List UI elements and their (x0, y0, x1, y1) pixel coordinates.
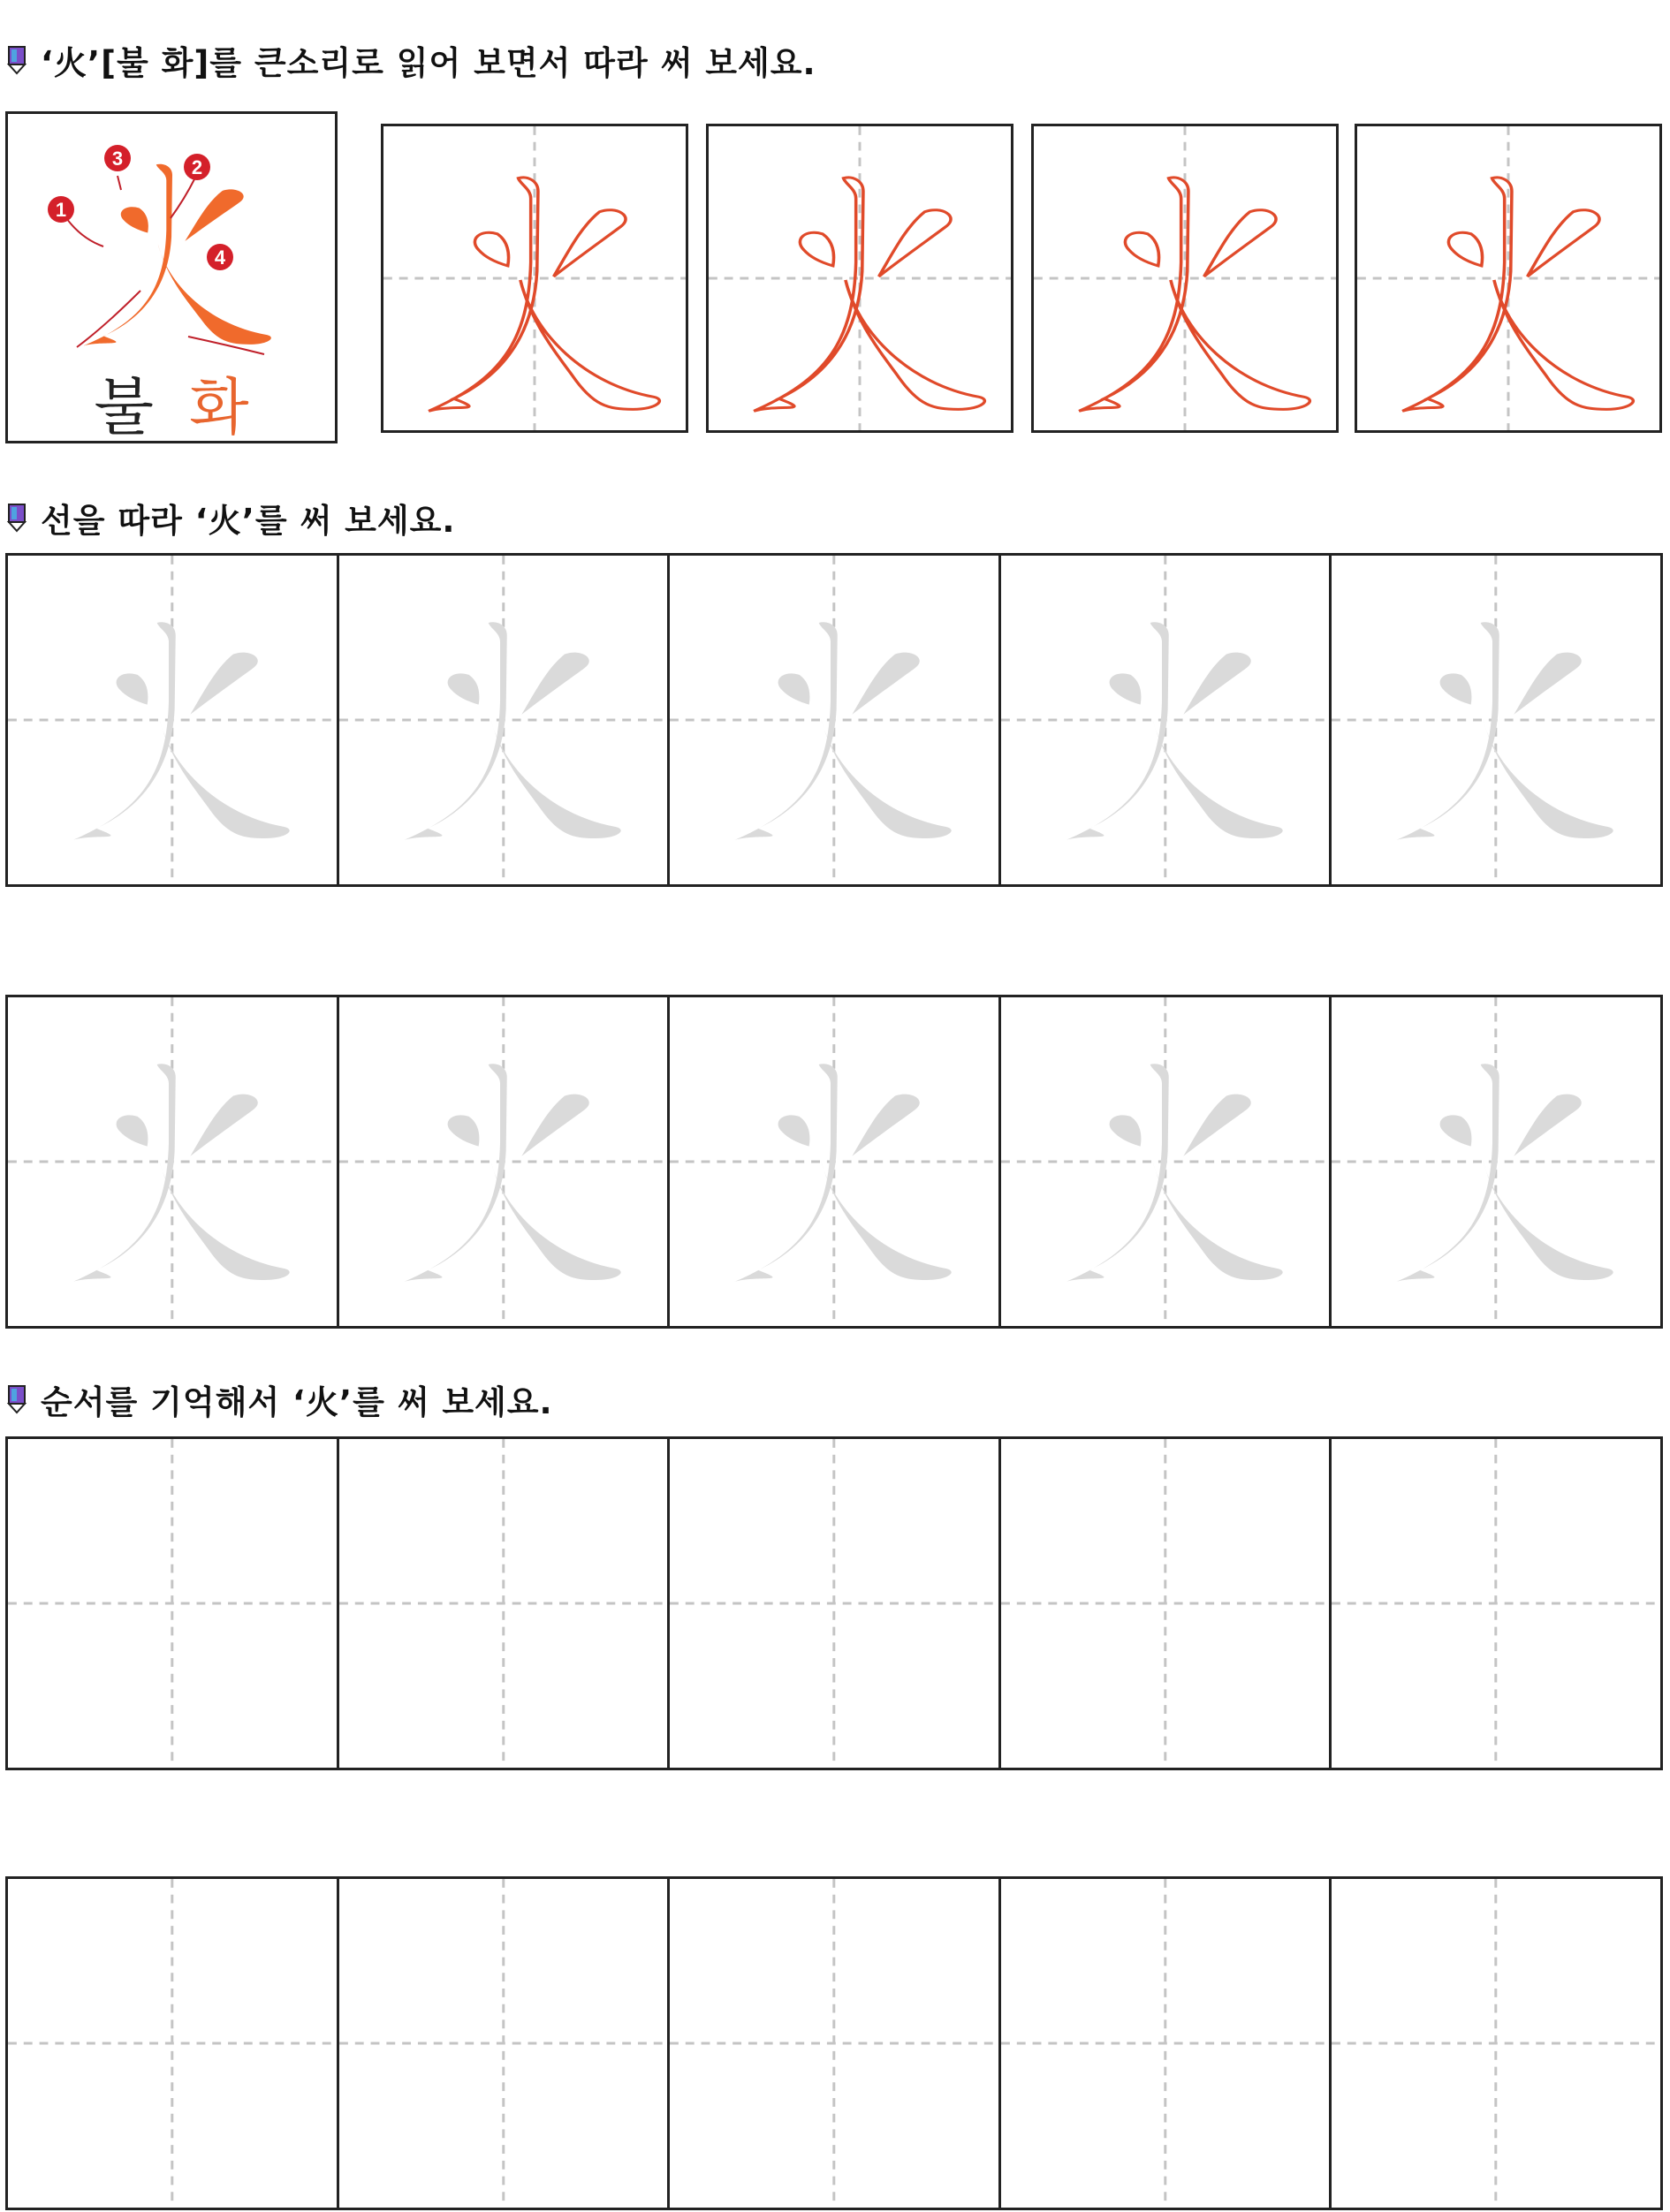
stroke-number-label: 3 (111, 148, 124, 170)
outline-character (383, 126, 686, 430)
outline-trace-box-4[interactable] (1355, 124, 1662, 433)
trace-cell[interactable] (667, 553, 1001, 887)
trace-character (404, 622, 620, 840)
stroke-number-2 (184, 154, 210, 180)
guide-lines (1001, 556, 1330, 884)
outline-character (1357, 126, 1659, 430)
stroke-arrow-2 (171, 178, 195, 218)
guide-lines (339, 1879, 668, 2208)
trace-cell[interactable] (337, 553, 671, 887)
trace-character (1066, 1064, 1282, 1282)
trace-character (1066, 622, 1282, 840)
trace-character (735, 1064, 952, 1282)
trace-row-1 (5, 553, 1663, 887)
reading-meaning: 불 (94, 371, 154, 443)
stroke-number-label: 4 (214, 246, 226, 269)
guide-lines (8, 1439, 337, 1768)
blank-practice-cell[interactable] (337, 1436, 671, 1770)
trace-cell[interactable] (998, 553, 1332, 887)
blank-practice-cell[interactable] (667, 1876, 1001, 2210)
section-heading-trace (5, 495, 455, 541)
blank-practice-cell[interactable] (1329, 1876, 1663, 2210)
trace-character (404, 1064, 620, 1282)
guide-lines (339, 997, 668, 1326)
trace-character (1397, 622, 1613, 840)
blank-practice-cell[interactable] (1329, 1436, 1663, 1770)
outline-character (1034, 126, 1336, 430)
guide-lines (1332, 556, 1660, 884)
guide-lines (8, 997, 337, 1326)
guide-lines (1332, 1439, 1660, 1768)
trace-character (1397, 1064, 1613, 1282)
guide-lines (1332, 1879, 1660, 2208)
trace-character (73, 1064, 290, 1282)
pencil-icon (5, 503, 28, 533)
blank-row-1 (5, 1436, 1663, 1770)
trace-cell[interactable] (1329, 553, 1663, 887)
trace-character (73, 622, 290, 840)
trace-cell[interactable] (998, 995, 1332, 1329)
outline-trace-box-2[interactable] (706, 124, 1013, 433)
pencil-icon (5, 45, 28, 75)
outline-trace-box-1[interactable] (381, 124, 688, 433)
blank-practice-cell[interactable] (337, 1876, 671, 2210)
guide-lines (1001, 997, 1330, 1326)
stroke-order-example (5, 111, 338, 443)
outline-trace-box-3[interactable] (1031, 124, 1339, 433)
section-heading-text: ‘火’[불 화]를 큰소리로 읽어 보면서 따라 써 보세요. (41, 44, 816, 82)
guide-lines (339, 556, 668, 884)
section-heading-memory (5, 1376, 553, 1422)
stroke-number-3 (104, 145, 131, 171)
section-heading-text: 순서를 기억해서 ‘火’를 써 보세요. (41, 1383, 553, 1421)
guide-lines (670, 556, 998, 884)
section-heading-read-aloud (5, 37, 816, 83)
trace-cell[interactable] (667, 995, 1001, 1329)
trace-cell[interactable] (5, 995, 339, 1329)
blank-practice-cell[interactable] (998, 1876, 1332, 2210)
guide-lines (1001, 1879, 1330, 2208)
guide-lines (1332, 997, 1660, 1326)
guide-lines (339, 1439, 668, 1768)
blank-practice-cell[interactable] (5, 1436, 339, 1770)
trace-cell[interactable] (337, 995, 671, 1329)
stroke-number-1 (48, 196, 74, 223)
stroke-number-4 (207, 244, 233, 270)
guide-lines (670, 1439, 998, 1768)
guide-lines (670, 997, 998, 1326)
blank-row-2 (5, 1876, 1663, 2210)
pencil-icon (5, 1384, 28, 1414)
stroke-number-label: 2 (191, 156, 203, 178)
stroke-number-label: 1 (55, 199, 67, 221)
guide-lines (8, 1879, 337, 2208)
blank-practice-cell[interactable] (998, 1436, 1332, 1770)
trace-row-2 (5, 995, 1663, 1329)
guide-lines (1001, 1439, 1330, 1768)
reading-sound: 화 (189, 371, 249, 443)
trace-character (735, 622, 952, 840)
blank-practice-cell[interactable] (5, 1876, 339, 2210)
blank-practice-cell[interactable] (667, 1436, 1001, 1770)
trace-cell[interactable] (5, 553, 339, 887)
section-heading-text: 선을 따라 ‘火’를 써 보세요. (41, 502, 456, 540)
guide-lines (670, 1879, 998, 2208)
stroke-arrow-3 (118, 176, 121, 190)
outline-character (709, 126, 1011, 430)
character-reading (8, 358, 335, 447)
guide-lines (8, 556, 337, 884)
trace-cell[interactable] (1329, 995, 1663, 1329)
